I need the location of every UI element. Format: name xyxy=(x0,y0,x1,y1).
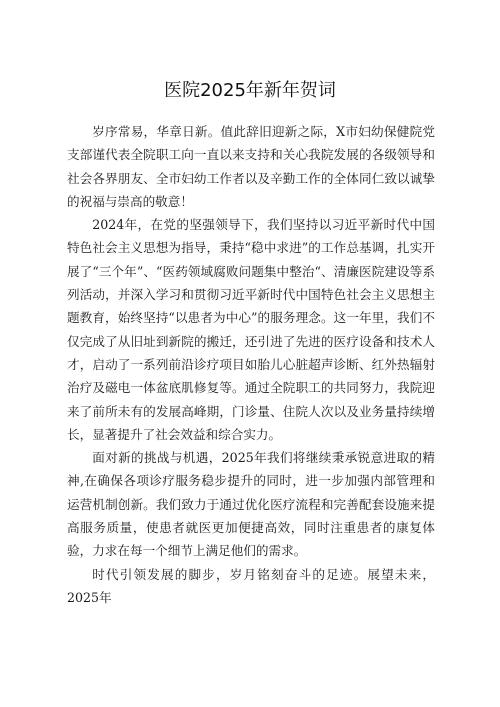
document-body xyxy=(67,120,435,609)
paragraph-greeting: 岁序常易，华章日新。值此辞旧迎新之际，X市妇幼保健院党支部谨代表全院职工向一直以来支持和关心我院发展的各级领导和社会各界朋友、全市妇幼工作者以及辛勤工作的全体同仁致以诚挚的祝福与崇高的敬意！ xyxy=(67,124,435,209)
paragraph-outlook: 时代引领发展的脚步，岁月铭刻奋斗的足迹。展望未来，2025年 xyxy=(67,566,435,605)
paragraph-2024-review: 2024年，在党的坚强领导下，我们坚持以习近平新时代中国特色社会主义思想为指导，秉持“稳中求进”的工作总基调，扎实开展了“三个年”、“医药领域腐败问题集中整治“、清廉医院建设等系列活动，并深入学习和贯彻习近平新时代中国特色社会主义思想主题教育，始终坚持“以患者为中心”的服务理念。这一年里，我们不仅完成了从旧址到新院的搬迁，还引进了先进的医疗设备和技术人才，启动了一系列前沿诊疗项目如胎儿心脏超声诊断、红外热辐射治疗及磁电一体盆底肌修复等。通过全院职工的共同努力，我院迎来了前所未有的发展高峰期，门诊量、住院人次以及业务量持续增长，显著提升了社会效益和综合实力。 xyxy=(67,217,435,442)
document-title: 医院2025年新年贺词 xyxy=(164,80,336,102)
paragraph-2025-plan: 面对新的挑战与机遇，2025年我们将继续秉承锐意进取的精神,在确保各项诊疗服务稳步提升的同时，进一步加强内部管理和运营机制创新。我们致力于通过优化医疗流程和完善配套设施来提高服务质量，使患者就医更加便捷高效，同时注重患者的康复体验，力求在每一个细节上满足他们的需求。 xyxy=(67,450,435,559)
